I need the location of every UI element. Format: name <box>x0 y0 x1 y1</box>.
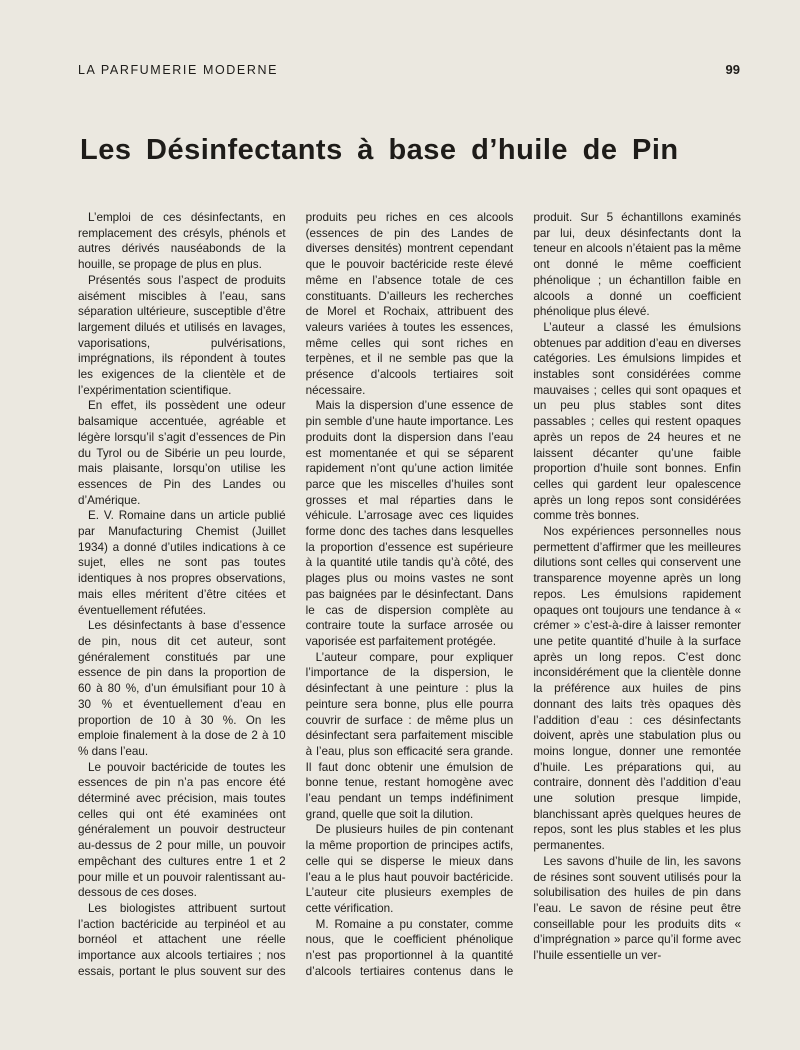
paragraph: Le pouvoir bactéricide de toutes les essences de pin n’a pas encore été déterminé avec précision, mais toutes celles qui ont été examinées ont généralement un pouvoir destructeur au-dessus de 2 pour mille, un pouvoir empêchant des cultures entre 1 et 2 pour mille et un pouvoir ralentissant au-dessous de ces doses. <box>78 760 286 900</box>
paragraph: Mais la dispersion d’une essence de pin semble d’une haute importance. Les produits dont la dispersion dans l’eau est momentanée et qui se séparent rapidement n’ont qu’une action limitée parce que les miscelles d’huiles sont grosses et mal réparties dans le véhicule. L’arrosage avec ces liquides forme donc des taches dans lesquelles la proportion d’essence est supérieure à la quantité utile tandis qu’à côté, des plages plus ou moins vastes ne sont pas baignées par le désinfectant. Dans le cas de dispersion complète au contraire toute la surface arrosée ou vaporisée est parfaitement protégée. <box>305 399 514 648</box>
paragraph: E. V. Romaine dans un article publié par Manufacturing Chemist (Juillet 1934) a donné d’utiles indications à ce sujet, elles ne sont pas toutes identiques à nos propres observations, mais elles méritent d’être citées et éventuellement réfutées. <box>78 509 286 617</box>
paragraph: Les savons d’huile de lin, les savons de résines sont souvent utilisés pour la solubilisation des huiles de pin dans l’eau. Le savon de résine peut être conseillable pour les produits dits « d’imprégnation » parce qu’il forme avec l’huile essentielle un ver- <box>533 854 741 963</box>
paragraph: Les biologistes attribuent surtout l’action bactéricide au terpinéol et au bornéol et attachent une réelle importance aux alcools tertiaires ; nos essais, portant le plus souvent sur des produits peu riches en ces alcools (essences de pin des Landes de diverses densités) montrent cependant que le pouvoir bactéricide reste élevé même en l’absence totale de ces constituants. D’ailleurs les recherches de Morel et Rochaix, attribuent des valeurs variées à toutes les essences, même celles qui sont riches en terpènes, et il ne semble pas que la présence d’alcools tertiaires soit nécessaire. <box>78 211 514 978</box>
paragraph: M. Romaine a pu constater, comme nous, que le coefficient phénolique n’est pas proportionnel à la quantité d’alcools tertiaires contenus dans le produit. Sur 5 échantillons examinés par lui, deux désinfectants dont la teneur en alcools n’étaient pas la même ont donné le même coefficient phénolique ; un échantillon faible en alcools a donné un coefficient phénolique plus élevé. <box>305 211 741 978</box>
paragraph: En effet, ils possèdent une odeur balsamique accentuée, agréable et légère lorsqu’il s’agit d’essences de Pin du Tyrol ou de Sibérie un peu lourde, mais plaisante, lorsqu’on utilise les essences de Pin des Landes ou d’Amérique. <box>78 399 286 507</box>
paragraph: Présentés sous l’aspect de produits aisément miscibles à l’eau, sans séparation ultérieure, susceptible d’être largement dilués et utilisés en lavages, vaporisations, pulvérisations, imprégnations, ils répondent à toutes les exigences de la clientèle et de l’expérimentation scientifique. <box>78 273 286 397</box>
paragraph: Nos expériences personnelles nous permettent d’affirmer que les meilleures dilutions sont celles qui conservent une transparence moyenne après un long repos. Les émulsions rapidement opaques ont toujours une tendance à « crémer » c’est-à-dire à laisser remonter une petite quantité d’huile à la surface après un long repos. C’est donc inconsidérément que la clientèle donne la préférence aux huiles de pins donnant des laits très opaques dès l’addition d’eau : ces désinfectants doivent, après une stabulation plus ou moins longue, donner une remontée d’huile. Les préparations qui, au contraire, donnent dès l’addition d’eau une solution presque limpide, blanchissant après quelques heures de repos, sont les plus stables et les plus permanentes. <box>533 525 741 853</box>
article-title: Les Désinfectants à base d’huile de Pin <box>80 134 679 166</box>
paragraph: L’emploi de ces désinfectants, en remplacement des crésyls, phénols et autres dérivés nauséabonds de la houille, se propage de plus en plus. <box>78 211 286 272</box>
running-head: LA PARFUMERIE MODERNE <box>78 63 279 77</box>
paragraph: Les désinfectants à base d’essence de pin, nous dit cet auteur, sont généralement constitués par une essence de pin dans la proportion de 60 à 80 %, d’un émulsifiant pour 10 à 30 % et éventuellement d’eau en proportion de 10 à 30 %. On les emploie finalement à la dose de 2 à 10 % dans l’eau. <box>78 619 286 758</box>
article-body <box>78 210 741 980</box>
paragraph: L’auteur compare, pour expliquer l’importance de la dispersion, le désinfectant à une peinture : plus la peinture sera bonne, plus elle pourra couvrir de surface : de même plus un désinfectant sera parfaitement miscible à l’eau, plus son efficacité sera grande. Il faut donc obtenir une émulsion de bonne tenue, restant homogène avec l’eau pendant un temps indéfiniment grand, quelle que soit la dilution. <box>305 650 514 821</box>
paragraph: L’auteur a classé les émulsions obtenues par addition d’eau en diverses catégories. Les émulsions limpides et instables sont considérées comme mauvaises ; celles qui sont opaques et un peu plus stables sont dites passables ; celles qui restent opaques après un repos de 24 heures et ne laissent décanter qu’une faible proportion d’huile sont bonnes. Enfin celles qui gardent leur opalescence après un long repos sont considérées comme très bonnes. <box>533 320 741 523</box>
paragraph: De plusieurs huiles de pin contenant la même proportion de principes actifs, celle qui se disperse le mieux dans l’eau a le plus haut pouvoir bactéricide. L’auteur cite plusieurs exemples de cette vérification. <box>305 823 514 915</box>
page-number: 99 <box>725 62 740 77</box>
